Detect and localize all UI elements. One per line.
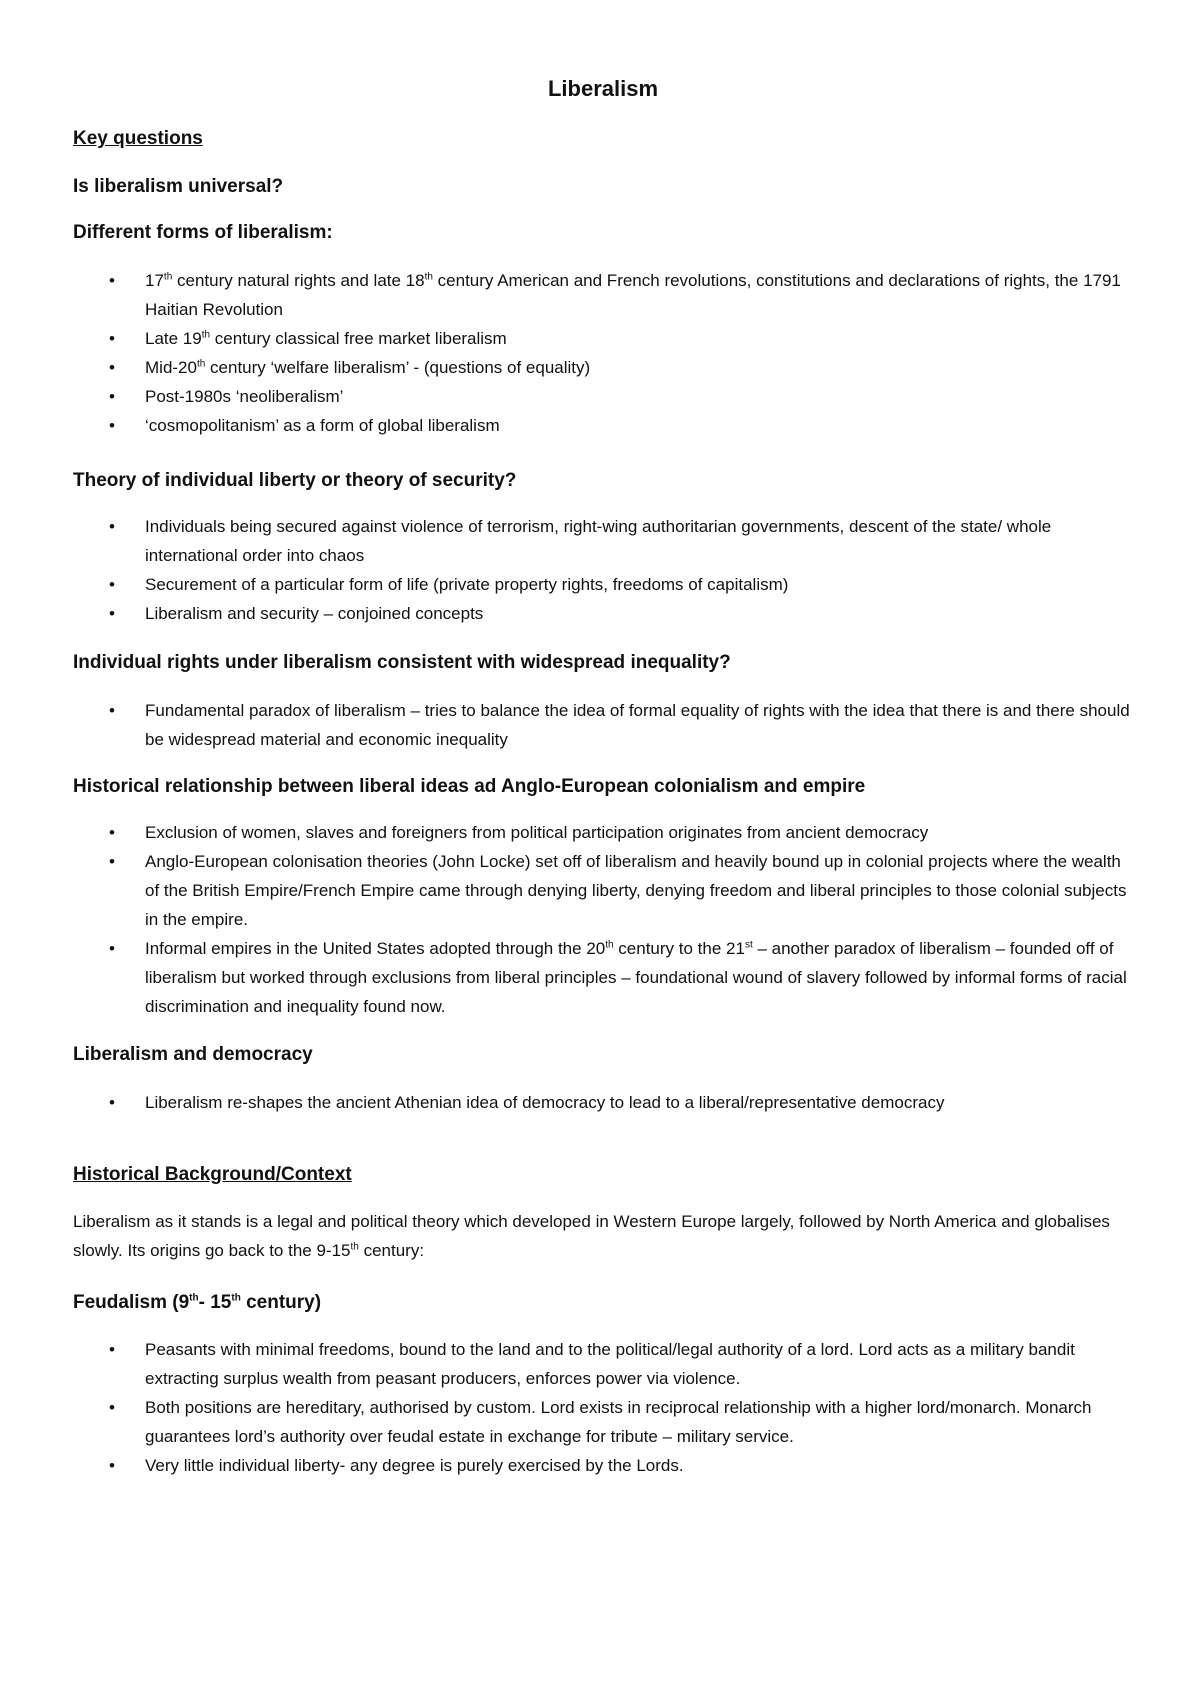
- list-item: • Informal empires in the United States adopted through the 20th century to the 21st – another paradox of liberalism – founded off of liberalism but worked through exclusions from liberal principles – foundational wound of slavery followed by informal forms of racial discrimination and inequality found now.: [73, 934, 1133, 1021]
- rights-list: [73, 696, 1133, 754]
- list-item: • Peasants with minimal freedoms, bound to the land and to the political/legal authority of a lord. Lord acts as a military bandit extracting surplus wealth from peasant producers, enforces power via violence.: [73, 1335, 1133, 1393]
- forms-heading: Different forms of liberalism:: [73, 222, 333, 243]
- feudalism-list: [73, 1335, 1133, 1480]
- document-title: Liberalism: [547, 76, 659, 101]
- rights-heading: Individual rights under liberalism consistent with widespread inequality?: [73, 652, 731, 673]
- list-item: • Mid-20th century ‘welfare liberalism’ - (questions of equality): [73, 353, 1133, 382]
- democracy-list: [73, 1088, 1133, 1117]
- list-item: • Anglo-European colonisation theories (John Locke) set off of liberalism and heavily bound up in colonial projects where the wealth of the British Empire/French Empire came through denying liberty, denying freedom and liberal principles to those colonial subjects in the empire.: [73, 847, 1133, 934]
- list-item: • Exclusion of women, slaves and foreigners from political participation originates from ancient democracy: [73, 818, 1133, 847]
- background-paragraph: Liberalism as it stands is a legal and political theory which developed in Western Europe largely, followed by North America and globalises slowly. Its origins go back to the 9-15th century:: [73, 1212, 1110, 1260]
- democracy-heading: Liberalism and democracy: [73, 1044, 313, 1065]
- list-item: • Fundamental paradox of liberalism – tries to balance the idea of formal equality of rights with the idea that there is and there should be widespread material and economic inequality: [73, 696, 1133, 754]
- list-item: • Securement of a particular form of life (private property rights, freedoms of capitalism): [73, 570, 1133, 599]
- colonial-list: [73, 818, 1133, 1021]
- list-item: • Liberalism and security – conjoined concepts: [73, 599, 1133, 628]
- feudalism-heading: Feudalism (9th- 15th century): [73, 1292, 322, 1313]
- liberty-heading: Theory of individual liberty or theory of security?: [73, 470, 517, 491]
- forms-list: [73, 266, 1133, 440]
- liberty-list: [73, 512, 1133, 628]
- question-universal: Is liberalism universal?: [73, 176, 284, 197]
- colonial-heading: Historical relationship between liberal ideas ad Anglo-European colonialism and empire: [73, 776, 866, 797]
- list-item: • Late 19th century classical free market liberalism: [73, 324, 1133, 353]
- list-item: • Liberalism re-shapes the ancient Athenian idea of democracy to lead to a liberal/representative democracy: [73, 1088, 1133, 1117]
- list-item: • 17th century natural rights and late 18th century American and French revolutions, constitutions and declarations of rights, the 1791 Haitian Revolution: [73, 266, 1133, 324]
- list-item: • Both positions are hereditary, authorised by custom. Lord exists in reciprocal relationship with a higher lord/monarch. Monarch guarantees lord’s authority over feudal estate in exchange for tribute – military service.: [73, 1393, 1133, 1451]
- list-item: • Individuals being secured against violence of terrorism, right-wing authoritarian governments, descent of the state/ whole international order into chaos: [73, 512, 1133, 570]
- list-item: • Very little individual liberty- any degree is purely exercised by the Lords.: [73, 1451, 1133, 1480]
- background-heading: Historical Background/Context: [73, 1164, 352, 1185]
- key-questions-heading: Key questions: [73, 128, 203, 149]
- list-item: • Post-1980s ‘neoliberalism’: [73, 382, 1133, 411]
- list-item: • ‘cosmopolitanism’ as a form of global liberalism: [73, 411, 1133, 440]
